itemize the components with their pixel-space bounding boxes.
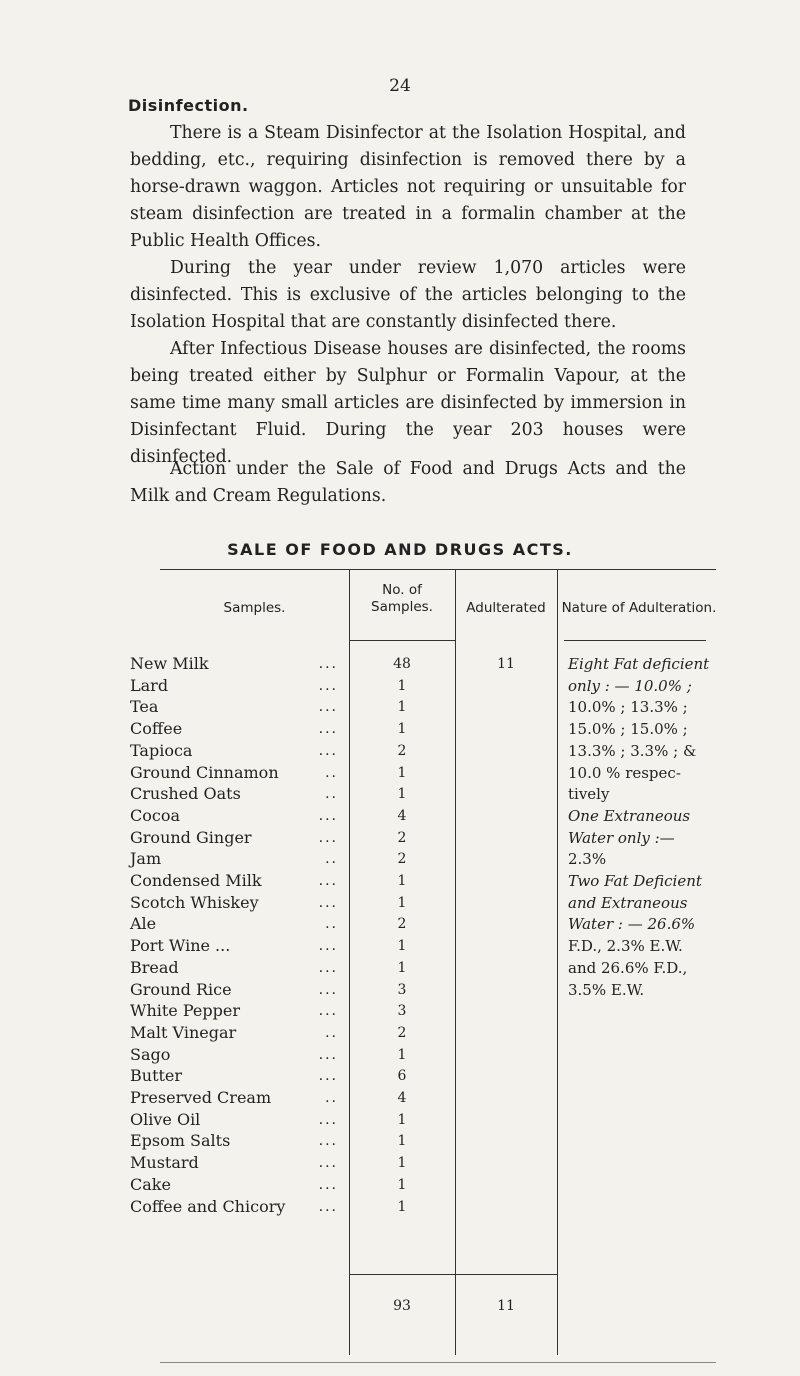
table-row-leader-dots: .. <box>325 1090 338 1106</box>
table-row-sample-name: Coffee and Chicory <box>130 1196 286 1216</box>
nature-line: Water only :— <box>568 828 675 847</box>
table-row-sample-count: 4 <box>397 807 407 824</box>
table-row-leader-dots: ... <box>318 1176 338 1193</box>
table-row-sample-count: 1 <box>397 894 407 911</box>
table-row-leader-dots: ... <box>318 1198 338 1215</box>
header-rule-3 <box>564 640 706 641</box>
table-row-leader-dots: ... <box>318 829 338 846</box>
table-row-sample-name: White Pepper <box>130 1001 240 1021</box>
table-row-sample-count: 1 <box>397 786 407 803</box>
table-row-leader-dots: ... <box>318 873 338 889</box>
table-row-sample-name: Tea <box>130 697 159 717</box>
nature-line: and 26.6% F.D., <box>568 958 688 977</box>
header-adulterated: Adulterated <box>466 600 546 616</box>
column-divider-3 <box>557 569 558 1355</box>
nature-line: Water : — 26.6% <box>568 915 696 934</box>
table-row-leader-dots: ... <box>318 677 338 694</box>
table-row-leader-dots: ... <box>318 1003 338 1020</box>
table-row-leader-dots: .. <box>325 1024 338 1041</box>
table-row-leader-dots: ... <box>318 894 338 911</box>
table-row-leader-dots: ... <box>318 1068 338 1085</box>
table-row-sample-name: Malt Vinegar <box>130 1022 237 1042</box>
table-row-sample-name: Scotch Whiskey <box>130 892 259 912</box>
header-no-of-samples: No. of Samples. <box>371 582 433 615</box>
table-row-sample-count: 1 <box>397 1176 407 1193</box>
paragraph-infectious-houses: After Infectious Disease houses are disinfected, the rooms being treated either by Sulphur or Formalin Vapour, at the same time many small articles are disinfected by immersion in Disinfectant Fluid. During the year 203 houses were disinfected. <box>130 339 686 467</box>
paragraph-steam-disinfector: There is a Steam Disinfector at the Isolation Hospital, and bedding, etc., requiring disinfection is removed there by a horse-drawn waggon. Articles not requiring or unsuitable for steam disinfection are treated in a formalin chamber at the Public Health Offices. <box>130 123 686 251</box>
page-number: 24 <box>389 76 411 96</box>
table-row-sample-name: Preserved Cream <box>130 1088 272 1107</box>
table-row-sample-count: 48 <box>393 656 411 672</box>
table-top-rule <box>160 569 716 570</box>
table-row-leader-dots: .. <box>325 916 338 933</box>
table-row-leader-dots: .. <box>325 786 338 803</box>
table-row-leader-dots: ... <box>318 1111 338 1128</box>
table-row-leader-dots: ... <box>318 699 338 716</box>
table-row-sample-name: Ground Rice <box>130 979 232 999</box>
table-row-leader-dots: ... <box>318 742 338 759</box>
table-row-sample-count: 1 <box>397 764 407 781</box>
table-row-sample-name: Mustard <box>130 1153 199 1173</box>
table-row-sample-count: 1 <box>397 959 407 976</box>
nature-line: One Extraneous <box>568 806 691 825</box>
table-bottom-rule <box>160 1362 716 1363</box>
table-row-sample-name: Cake <box>130 1174 171 1194</box>
table-row-sample-name: Tapioca <box>130 740 193 760</box>
table-row-sample-count: 2 <box>397 1024 407 1041</box>
table-row-sample-count: 2 <box>397 742 407 759</box>
table-row-sample-name: Ground Cinnamon <box>130 762 279 782</box>
header-nature: Nature of Adulteration. <box>561 600 717 616</box>
table-row-sample-count: 1 <box>397 1111 407 1128</box>
nature-line: only : — 10.0% ; <box>568 676 692 695</box>
table-row-sample-name: Jam <box>130 849 162 869</box>
nature-line: 10.0 % respec- <box>568 763 681 782</box>
table-row-leader-dots: .. <box>325 764 338 781</box>
nature-line: Eight Fat deficient <box>568 655 710 673</box>
table-row-sample-name: Olive Oil <box>130 1109 201 1129</box>
table-row-sample-count: 3 <box>397 1003 407 1020</box>
table-row-sample-count: 1 <box>397 1133 407 1150</box>
table-row-sample-name: Butter <box>130 1066 183 1086</box>
table-row-sample-count: 1 <box>397 938 407 955</box>
table-row-leader-dots: ... <box>318 981 338 998</box>
paragraph-sale-of-food: Action under the Sale of Food and Drugs Acts and the Milk and Cream Regulations. <box>130 459 686 506</box>
table-row-sample-name: Condensed Milk <box>130 871 262 890</box>
table-row-sample-name: Ale <box>130 914 157 934</box>
table-row-sample-name: Sago <box>130 1044 171 1064</box>
table-row-leader-dots: ... <box>318 938 338 955</box>
table-row-sample-name: Crushed Oats <box>130 784 241 804</box>
section-heading: Disinfection. <box>128 96 249 115</box>
nature-line: 10.0% ; 13.3% ; <box>568 698 688 717</box>
table-row-leader-dots: ... <box>318 959 338 976</box>
table-row-sample-count: 4 <box>397 1090 407 1106</box>
table-row-leader-dots: ... <box>318 1133 338 1150</box>
table-row-sample-count: 1 <box>397 1198 407 1215</box>
total-rule-1 <box>349 1274 456 1275</box>
header-samples: Samples. <box>223 600 286 616</box>
table-row-sample-count: 1 <box>397 873 407 889</box>
table-row-sample-count: 1 <box>397 1046 407 1063</box>
table-row-sample-name: Port Wine ... <box>130 936 231 956</box>
header-rule-1 <box>349 640 456 641</box>
table-row-sample-name: Ground Ginger <box>130 827 252 847</box>
table-row-leader-dots: ... <box>318 807 338 824</box>
adulterated-value: 11 <box>497 656 515 672</box>
total-rule-2 <box>455 1274 558 1275</box>
table-row-sample-count: 6 <box>397 1068 407 1085</box>
table-row-leader-dots: ... <box>318 1155 338 1172</box>
nature-line: 2.3% <box>568 850 607 869</box>
table-row-sample-count: 2 <box>397 829 407 846</box>
total-adulterated: 11 <box>497 1298 515 1314</box>
table-row-sample-count: 1 <box>397 699 407 716</box>
total-samples: 93 <box>393 1298 411 1314</box>
table-row-sample-name: Epsom Salts <box>130 1131 231 1151</box>
column-divider-1 <box>349 569 350 1355</box>
nature-line: 3.5% E.W. <box>568 980 645 999</box>
nature-line: F.D., 2.3% E.W. <box>568 937 683 956</box>
nature-line: 13.3% ; 3.3% ; & <box>568 741 697 760</box>
table-row-sample-count: 1 <box>397 1155 407 1172</box>
paragraph-articles-disinfected: During the year under review 1,070 articles were disinfected. This is exclusive of the articles belonging to the Isolation Hospital that are constantly disinfected there. <box>130 258 686 332</box>
table-row-sample-count: 2 <box>397 851 407 868</box>
table-row-leader-dots: ... <box>318 656 338 672</box>
table-row-sample-name: Cocoa <box>130 805 181 825</box>
table-row-sample-count: 1 <box>397 721 407 738</box>
nature-line: Two Fat Deficient <box>568 872 702 890</box>
table-row-leader-dots: .. <box>325 851 338 868</box>
table-row-sample-count: 1 <box>397 677 407 694</box>
column-divider-2 <box>455 569 456 1355</box>
table-title: SALE OF FOOD AND DRUGS ACTS. <box>227 540 573 559</box>
table-row-leader-dots: ... <box>318 721 338 738</box>
table-row-leader-dots: ... <box>318 1046 338 1063</box>
table-row-sample-name: Lard <box>130 675 169 695</box>
table-row-sample-name: Coffee <box>130 719 183 739</box>
nature-line: tively <box>568 785 610 804</box>
table-row-sample-name: New Milk <box>130 654 209 673</box>
nature-line: 15.0% ; 15.0% ; <box>568 720 688 739</box>
table-row-sample-count: 3 <box>397 981 407 998</box>
nature-line: and Extraneous <box>568 893 688 912</box>
table-row-sample-name: Bread <box>130 957 179 977</box>
table-row-sample-count: 2 <box>397 916 407 933</box>
